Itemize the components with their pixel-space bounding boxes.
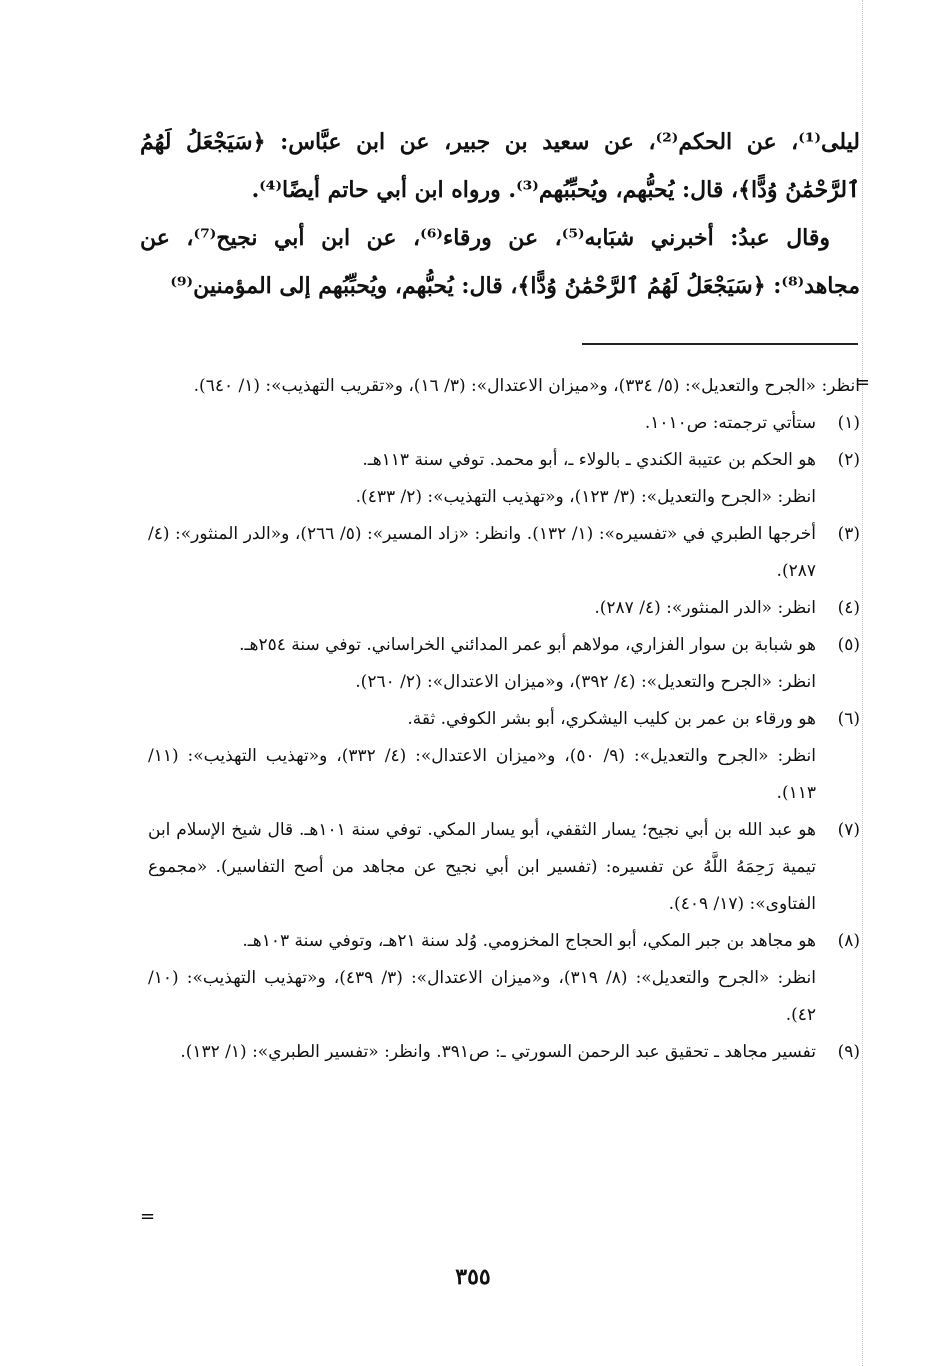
footnote-number: (٦)	[837, 709, 860, 729]
footnote-body	[148, 812, 816, 923]
footnote-line: هو الحكم بن عتيبة الكندي ـ بالولاء ـ، أبو محمد. توفي سنة ١١٣هـ.	[362, 450, 816, 470]
footnote-continuation	[148, 368, 860, 405]
footnote-line: انظر: «الجرح والتعديل»: (٨/ ٣١٩)، و«ميزان الاعتدال»: (٣/ ٤٣٩)، و«تهذيب التهذيب»: (١٠/ ٤٢).	[148, 968, 816, 1025]
page-edge-dots	[862, 0, 864, 1366]
footnote-line: هو مجاهد بن جبر المكي، أبو الحجاج المخزومي. وُلد سنة ٢١هـ، وتوفي سنة ١٠٣هـ.	[242, 931, 816, 951]
footnote-body	[148, 701, 816, 812]
footnote-number: (٩)	[837, 1042, 860, 1062]
footnote-continuation-text: انظر: «الجرح والتعديل»: (٥/ ٣٣٤)، و«ميزان الاعتدال»: (٣/ ١٦)، و«تقريب التهذيب»: (١/ ٦٤٠).	[193, 376, 860, 396]
footnote-line: هو شبابة بن سوار الفزاري، مولاهم أبو عمر المدائني الخراساني. توفي سنة ٢٥٤هـ.	[239, 635, 816, 655]
footnote-body	[148, 1034, 816, 1071]
footnote-number: (٤)	[837, 598, 860, 618]
footnote-4	[148, 590, 860, 627]
footnote-2	[148, 442, 860, 516]
footnote-number: (٧)	[837, 820, 860, 840]
page-number: ٣٥٥	[455, 1264, 491, 1290]
footnote-line: انظر: «الجرح والتعديل»: (٤/ ٣٩٢)، و«ميزان الاعتدال»: (٢/ ٢٦٠).	[355, 672, 816, 692]
footnote-body	[148, 516, 816, 590]
footnote-6	[148, 701, 860, 812]
footnote-line: تفسير مجاهد ـ تحقيق عبد الرحمن السورتي ـ: ص٣٩١. وانظر: «تفسير الطبري»: (١/ ١٣٢).	[180, 1042, 816, 1062]
footnote-line: أخرجها الطبري في «تفسيره»: (١/ ١٣٢). وانظر: «زاد المسير»: (٥/ ٢٦٦)، و«الدر المنثور»: (٤/ ٢٨٧).	[148, 524, 816, 581]
footnote-separator	[582, 343, 858, 345]
continuation-mark-top: =	[854, 372, 870, 393]
footnote-8	[148, 923, 860, 1034]
main-paragraph-1: ليلى⁽¹⁾، عن الحكم⁽²⁾، عن سعيد بن جبير، عن ابن عبَّاس: ﴿سَيَجْعَلُ لَهُمُ ٱلرَّحْمَٰنُ وُدًّا﴾، قال: يُحبُّهم، ويُحبِّبُهم⁽³⁾. ورواه ابن أبي حاتم أيضًا⁽⁴⁾.	[140, 129, 860, 203]
footnote-body	[148, 405, 816, 442]
footnote-body	[148, 923, 816, 1034]
footnote-number: (٥)	[837, 635, 860, 655]
footnote-line: هو عبد الله بن أبي نجيح؛ يسار الثقفي، أبو يسار المكي. توفي سنة ١٠١هـ. قال شيخ الإسلام ابن تيمية رَحِمَهُ اللَّهُ عن تفسيره: (تفسير ابن أبي نجيح عن مجاهد من أصح التفاسير). «مجموع الفتاوى»: (١٧/ ٤٠٩).	[148, 820, 816, 914]
main-paragraph-2: وقال عبدُ: أخبرني شبَابه⁽⁵⁾، عن ورقاء⁽⁶⁾، عن ابن أبي نجيح⁽⁷⁾، عن مجاهد⁽⁸⁾: ﴿سَيَجْعَلُ لَهُمُ ٱلرَّحْمَٰنُ وُدًّا﴾، قال: يُحبُّهم، ويُحبِّبُهم إلى المؤمنين⁽⁹⁾	[140, 225, 860, 299]
footnote-number: (٨)	[837, 931, 860, 951]
footnote-body	[148, 442, 816, 516]
footnote-1	[148, 405, 860, 442]
footnote-line: انظر: «الدر المنثور»: (٤/ ٢٨٧).	[594, 598, 816, 618]
main-text	[140, 118, 860, 310]
footnote-line: ستأتي ترجمته: ص١٠١٠.	[644, 413, 816, 433]
footnote-5	[148, 627, 860, 701]
footnote-line: انظر: «الجرح والتعديل»: (٣/ ١٢٣)، و«تهذيب التهذيب»: (٢/ ٤٣٣).	[355, 487, 816, 507]
footnote-7	[148, 812, 860, 923]
continuation-mark-bottom: =	[140, 1206, 156, 1227]
footnote-line: انظر: «الجرح والتعديل»: (٩/ ٥٠)، و«ميزان الاعتدال»: (٤/ ٣٣٢)، و«تهذيب التهذيب»: (١١/ ١١٣).	[148, 746, 817, 803]
footnote-line: هو ورقاء بن عمر بن كليب اليشكري، أبو بشر الكوفي. ثقة.	[407, 709, 816, 729]
footnote-body	[148, 627, 816, 701]
footnote-number: (١)	[837, 413, 860, 433]
footnote-number: (٣)	[837, 524, 860, 544]
footnote-3	[148, 516, 860, 590]
footnotes	[148, 368, 860, 1071]
footnote-number: (٢)	[837, 450, 860, 470]
footnote-9	[148, 1034, 860, 1071]
footnote-body	[148, 590, 816, 627]
